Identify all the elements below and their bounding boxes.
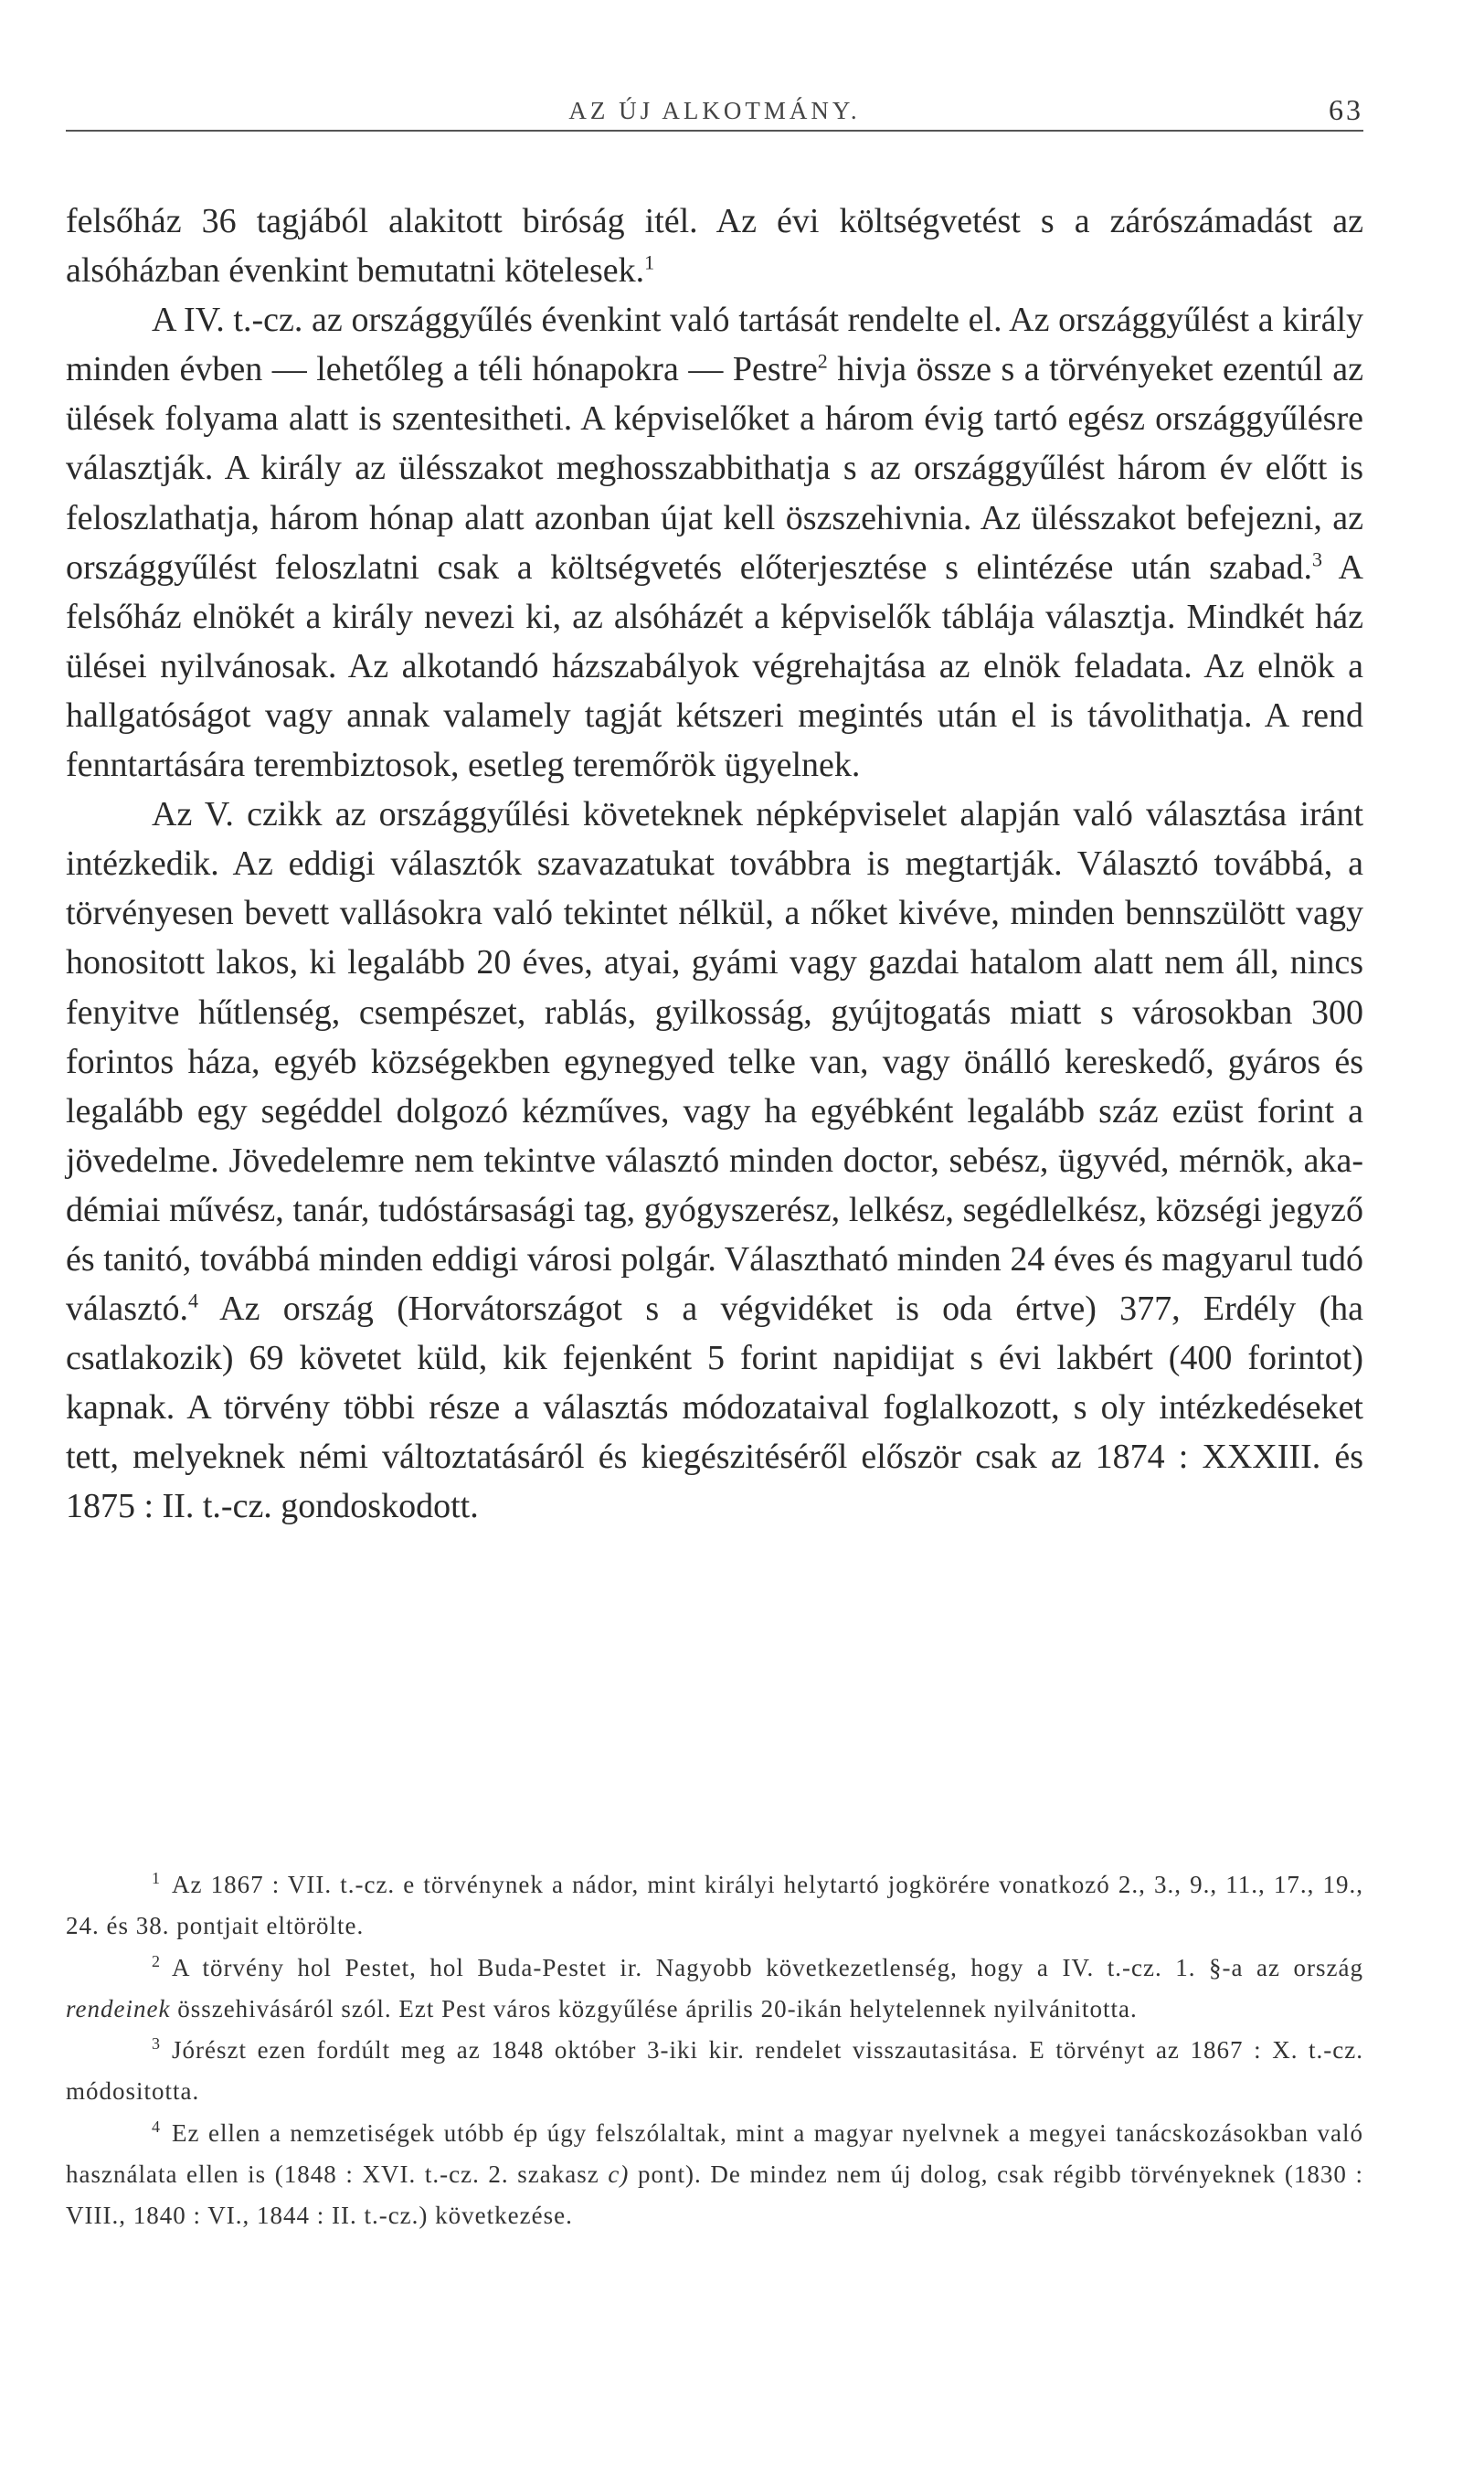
footnote-number: 4 <box>152 2117 161 2136</box>
paragraph-text: Az ország (Horvátországot s a végvidéket is oda értve) 377, Erdély (ha csatlakozik) 69 követet küld, kik fejenként 5 forint napidijat s évi lakbért (400 forintot) kapnak. A törvény többi része a választás módozataival foglalkozott, s oly intézkedéseket tett, melyeknek némi változtatásáról és kiegészitéséről először csak az 1874 : XXXIII. és 1875 : II. t.-cz. gondoskodott. <box>66 1290 1363 1526</box>
footnote-4 <box>66 2113 1363 2237</box>
footnote-ref-2: 2 <box>817 349 828 373</box>
footnote-text: összehivásáról szól. Ezt Pest város közgyűlése április 20-ikán helytelennek nyilvánitotta. <box>170 1994 1138 2022</box>
footnote-3 <box>66 2030 1363 2113</box>
footnote-text: A törvény hol Pestet, hol Buda-Pestet ir. Nagyobb következetlenség, hogy a IV. t.-cz. 1. §-a az ország <box>172 1953 1363 1981</box>
footnote-text: pont). De mindez nem új dolog, csak régibb törvényeknek (1830 : VIII., 1840 : VI., 1844 : II. t.-cz.) következése. <box>66 2160 1363 2230</box>
paragraph-3 <box>66 790 1363 1531</box>
page-number: 63 <box>1329 93 1363 126</box>
footnote-number: 2 <box>152 1951 161 1970</box>
footnote-text: Az 1867 : VII. t.-cz. e törvénynek a nádor, mint királyi helytartó jogkörére vonatkozó 2., 3., 9., 11., 17., 19., 24. és 38. pontjait eltörölte. <box>66 1871 1363 1940</box>
footnote-text: Ez ellen a nemzetiségek utóbb ép úgy felszólaltak, mint a magyar nyelvnek a megyei tanácskozásokban való használata ellen is (1848 : XVI. t.-cz. 2. szakasz <box>66 2118 1363 2189</box>
paragraph-2 <box>66 295 1363 790</box>
footnote-italic-text: rendeinek <box>66 1994 171 2022</box>
footnote-1 <box>66 1864 1363 1948</box>
page-header <box>66 91 1363 132</box>
paragraph-text: A felsőház elnökét a király nevezi ki, az alsóházét a képviselők táblája választja. Mindkét ház ülései nyilvánosak. Az alkotandó házszabályok végrehajtása az elnök feladata. Az elnök a hallgatóságot vagy annak valamely tagját kétszeri megintés után el is távolithatja. A rend fenntartására terembiztosok, esetleg teremőrök ügyelnek. <box>66 547 1363 785</box>
footnote-italic-text: c) <box>608 2160 630 2189</box>
footnotes <box>66 1864 1363 2237</box>
paragraph-text: hivja össze s a törvényeket ezentúl az ülések folyama alatt is szentesitheti. A képviselőket a három évig tartó egész országgyűlésre választják. A király az ülésszakot meghosszabbithatja s az országgyűlést három év előtt is feloszlathatja, három hónap alatt azonban újat kell öszszehivnia. Az ülésszakot befejezni, az országgyűlést feloszlatni csak a költségvetés előterjesztése s elintézése után szabad. <box>66 350 1363 587</box>
footnote-ref-4: 4 <box>188 1289 199 1312</box>
main-text <box>66 196 1363 1532</box>
footnote-number: 3 <box>152 2034 161 2054</box>
paragraph-1 <box>66 196 1363 295</box>
footnote-ref-1: 1 <box>644 250 655 274</box>
footnote-ref-3: 3 <box>1311 547 1322 570</box>
running-title: AZ ÚJ ALKOTMÁNY. <box>568 97 861 124</box>
footnote-number: 1 <box>152 1869 161 1887</box>
paragraph-text: felsőház 36 tagjából alakitott biróság itél. Az évi költségvetést s a zárószámadást az alsóházban évenkint bemutatni kötelesek. <box>66 202 1363 291</box>
paragraph-text: A IV. t.-cz. az országgyűlés évenkint való tartását rendelte el. Az országgyűlést a király minden évben — lehetőleg a téli hónapokra — Pestre <box>66 301 1363 389</box>
footnote-text: Jórészt ezen fordúlt meg az 1848 október 3-iki kir. rendelet visszautasitása. E törvényt az 1867 : X. t.-cz. módositotta. <box>66 2036 1363 2106</box>
paragraph-text: Az V. czikk az országgyűlési követeknek népképviselet alapján való választása iránt intézkedik. Az eddigi választók szavazatukat továbbra is megtartják. Választó továbbá, a törvényesen bevett vallásokra való tekintet nélkül, a nőket kivéve, minden bennszülött vagy honositott lakos, ki legalább 20 éves, atyai, gyámi vagy gazdai hatalom alatt nem áll, nincs fenyitve hűtlenség, csempészet, rablás, gyilkosság, gyújtogatás miatt s városokban 300 forintos háza, egyéb községekben egynegyed telke van, vagy önálló kereskedő, gyáros és legalább egy segéddel dolgozó kézműves, vagy ha egyébként legalább száz ezüst forint a jövedelme. Jövedelemre nem tekintve választó minden doctor, sebész, ügyvéd, mérnök, akadémiai művész, tanár, tudóstársasági tag, gyógyszerész, lelkész, segédlelkész, községi jegyző és tanitó, továbbá minden eddigi városi polgár. Választható minden 24 éves és magyarul tudó választó. <box>66 795 1363 1329</box>
footnote-2 <box>66 1948 1363 2031</box>
